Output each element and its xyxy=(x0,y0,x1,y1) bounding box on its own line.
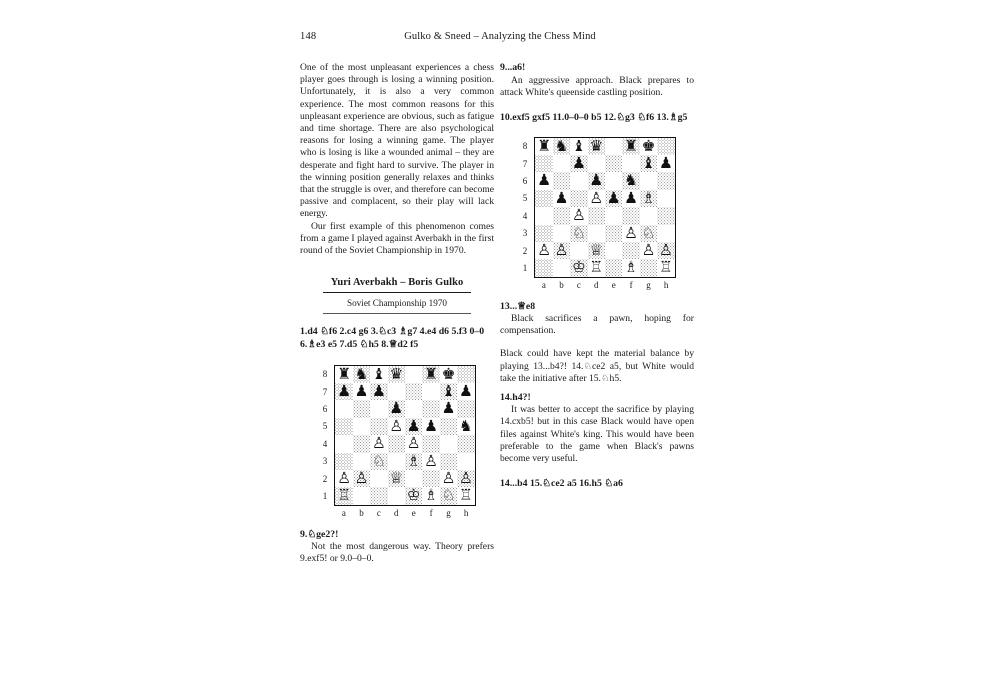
move-14-h4: 14.h4?! xyxy=(500,392,531,404)
paragraph-intro-1: One of the most unpleasant experiences a chess player goes through is losing a winning position. Unfortunately, it is also a very common experience. The most common reasons for this unpleasant experience are obvious, such as fatigue and time shortage. There are also psychological reasons for losing a winning game. The player who is losing is like a wounded animal – they are desperate and fight hard to survive. The player in the winning position generally relaxes and thinks that the struggle is over, and therefore can become passive and complacent, so their play will lack energy. xyxy=(300,62,494,220)
rank-label: 7 xyxy=(322,386,328,397)
square-g2 xyxy=(440,470,457,487)
square-f2 xyxy=(622,242,639,259)
file-label-c: c xyxy=(376,507,381,518)
rank-label: 5 xyxy=(322,421,328,432)
board-rank xyxy=(318,470,475,487)
square-e6 xyxy=(605,172,622,189)
square-a8 xyxy=(535,137,553,155)
left-column xyxy=(300,62,494,565)
piece-P: ♙ xyxy=(589,188,604,207)
piece-P: ♙ xyxy=(554,241,569,260)
square-a8 xyxy=(335,365,353,383)
opening-moves: 1.d4 ♘f6 2.c4 g6 3.♘c3 ♗g7 4.e4 d6 5.f3 0–0 6.♗e3 e5 7.d5 ♘h5 8.♕d2 f5 xyxy=(300,326,485,350)
square-f4 xyxy=(422,435,439,452)
square-c1 xyxy=(370,487,387,505)
square-a5 xyxy=(535,190,553,207)
rank-label: 8 xyxy=(322,368,328,379)
piece-p: ♟ xyxy=(372,381,386,400)
square-a1 xyxy=(535,259,553,277)
piece-p: ♟ xyxy=(606,188,621,207)
piece-P: ♙ xyxy=(389,416,404,435)
piece-q: ♛ xyxy=(389,364,404,383)
square-a2 xyxy=(535,242,553,259)
game-header xyxy=(300,277,494,313)
piece-p: ♟ xyxy=(458,381,473,400)
piece-R: ♖ xyxy=(589,258,604,277)
piece-B: ♗ xyxy=(641,188,656,207)
square-c7 xyxy=(370,383,387,400)
square-g8 xyxy=(640,137,657,155)
square-h5 xyxy=(457,418,475,435)
square-h4 xyxy=(657,207,675,224)
file-label-b: b xyxy=(359,507,364,518)
corner-spacer xyxy=(518,277,535,294)
square-c8 xyxy=(370,365,387,383)
file-label-g: g xyxy=(646,279,651,290)
piece-b: ♝ xyxy=(441,381,456,400)
square-a1 xyxy=(335,487,353,505)
square-e2 xyxy=(605,242,622,259)
square-f8 xyxy=(422,365,439,383)
piece-N: ♘ xyxy=(572,223,586,242)
square-b1 xyxy=(353,487,370,505)
piece-Q: ♕ xyxy=(589,241,604,260)
square-a7 xyxy=(335,383,353,400)
square-d8 xyxy=(388,365,405,383)
square-d4 xyxy=(388,435,405,452)
square-g4 xyxy=(440,435,457,452)
square-e5 xyxy=(605,190,622,207)
chess-board-2 xyxy=(518,137,675,294)
square-b4 xyxy=(353,435,370,452)
page-number: 148 xyxy=(300,31,317,42)
piece-P: ♙ xyxy=(458,468,473,487)
piece-P: ♙ xyxy=(572,206,586,225)
square-b5 xyxy=(353,418,370,435)
board-rank xyxy=(518,225,675,242)
board-rank xyxy=(518,242,675,259)
right-column xyxy=(500,62,694,491)
rank-label: 6 xyxy=(522,176,528,186)
file-label-a: a xyxy=(341,507,346,518)
square-d6 xyxy=(388,400,405,417)
square-g7 xyxy=(440,383,457,400)
chess-board-1 xyxy=(318,365,475,522)
rank-label: 8 xyxy=(522,140,528,151)
square-g1 xyxy=(640,259,657,277)
piece-p: ♟ xyxy=(624,188,638,207)
square-c4 xyxy=(570,207,587,224)
game-event: Soviet Championship 1970 xyxy=(346,297,448,308)
piece-r: ♜ xyxy=(337,364,352,383)
piece-b: ♝ xyxy=(572,136,586,155)
square-f6 xyxy=(422,400,439,417)
square-b8 xyxy=(353,365,370,383)
comment-material-balance: Black could have kept the material balance by playing 13...b4?! 14.♘ce2 a5, but White would take the initiative after 15.♘h5. xyxy=(500,348,694,384)
square-b6 xyxy=(353,400,370,417)
piece-R: ♖ xyxy=(337,486,352,505)
board-rank xyxy=(518,172,675,189)
rank-label: 3 xyxy=(522,228,528,239)
rank-label: 5 xyxy=(522,193,528,204)
piece-N: ♘ xyxy=(441,486,456,505)
square-g1 xyxy=(440,487,457,505)
piece-P: ♙ xyxy=(624,223,638,242)
comment-aggressive-approach: An aggressive approach. Black prepares to attack White's queenside castling position. xyxy=(500,74,694,98)
square-g6 xyxy=(640,172,657,189)
piece-B: ♗ xyxy=(424,486,438,505)
square-d1 xyxy=(588,259,605,277)
square-b4 xyxy=(553,207,570,224)
piece-k: ♚ xyxy=(641,136,656,155)
board-rank xyxy=(318,400,475,417)
piece-p: ♟ xyxy=(554,188,569,207)
rank-label: 7 xyxy=(522,158,528,169)
file-label-e: e xyxy=(411,507,416,518)
piece-r: ♜ xyxy=(624,136,638,155)
rank-label: 6 xyxy=(322,403,328,414)
piece-q: ♛ xyxy=(589,136,604,155)
file-label-c: c xyxy=(576,279,581,290)
square-f8 xyxy=(622,137,639,155)
square-f3 xyxy=(622,225,639,242)
rank-label: 1 xyxy=(322,491,328,502)
square-d1 xyxy=(388,487,405,505)
square-a4 xyxy=(535,207,553,224)
square-a6 xyxy=(335,400,353,417)
square-e7 xyxy=(605,155,622,172)
piece-P: ♙ xyxy=(337,468,352,487)
board-rank xyxy=(518,207,675,224)
square-h2 xyxy=(457,470,475,487)
piece-B: ♗ xyxy=(406,451,421,470)
square-g5 xyxy=(440,418,457,435)
board-rank xyxy=(518,137,675,155)
piece-P: ♙ xyxy=(658,241,673,260)
piece-n: ♞ xyxy=(624,171,638,190)
piece-P: ♙ xyxy=(537,241,552,260)
paragraph-intro-2: Our first example of this phenomenon comes from a game I played against Averbakh in the first round of the Soviet Championship in 1970. xyxy=(300,220,494,257)
square-a7 xyxy=(535,155,553,172)
rank-label: 2 xyxy=(322,473,328,484)
piece-B: ♗ xyxy=(624,258,638,277)
piece-b: ♝ xyxy=(641,154,656,172)
piece-k: ♚ xyxy=(441,364,456,383)
square-h2 xyxy=(657,242,675,259)
comment-better-to-accept: It was better to accept the sacrifice by playing 14.cxb5! but in this case Black would have open files against White's king. This would have been preferable to the game when Black's pawns become very useful. xyxy=(500,404,694,465)
board-rank xyxy=(318,453,475,470)
square-d3 xyxy=(588,225,605,242)
game-event-rule xyxy=(323,313,471,314)
moves-14-to-16: 14...b4 15.♘ce2 a5 16.h5 ♘a6 xyxy=(500,478,623,490)
board-rank xyxy=(318,383,475,400)
file-label-f: f xyxy=(429,507,433,518)
square-d3 xyxy=(388,453,405,470)
piece-n: ♞ xyxy=(458,416,473,435)
piece-K: ♔ xyxy=(572,258,586,277)
square-e8 xyxy=(605,137,622,155)
square-c3 xyxy=(570,225,587,242)
square-h6 xyxy=(457,400,475,417)
piece-r: ♜ xyxy=(424,364,438,383)
square-c1 xyxy=(570,259,587,277)
square-h4 xyxy=(457,435,475,452)
square-h5 xyxy=(657,190,675,207)
piece-N: ♘ xyxy=(641,223,656,242)
piece-Q: ♕ xyxy=(389,468,404,487)
square-b2 xyxy=(353,470,370,487)
square-d7 xyxy=(388,383,405,400)
square-f5 xyxy=(422,418,439,435)
board-rank xyxy=(318,435,475,452)
square-d6 xyxy=(588,172,605,189)
square-c6 xyxy=(570,172,587,189)
square-b1 xyxy=(553,259,570,277)
square-c4 xyxy=(370,435,387,452)
file-label-e: e xyxy=(611,279,616,290)
square-e3 xyxy=(605,225,622,242)
moves-10-to-13: 10.exf5 gxf5 11.0–0–0 b5 12.♘g3 ♘f6 13.♗g5 xyxy=(500,112,688,123)
square-e4 xyxy=(605,207,622,224)
board-rank xyxy=(518,155,675,172)
chess-diagram-2 xyxy=(515,137,679,294)
piece-P: ♙ xyxy=(406,434,421,453)
square-e7 xyxy=(405,383,422,400)
square-e1 xyxy=(405,487,422,505)
square-b6 xyxy=(553,172,570,189)
file-label-d: d xyxy=(594,279,599,290)
square-h7 xyxy=(657,155,675,172)
square-g6 xyxy=(440,400,457,417)
square-c8 xyxy=(570,137,587,155)
piece-P: ♙ xyxy=(641,241,656,260)
corner-spacer xyxy=(318,505,335,522)
file-label-row xyxy=(518,277,675,294)
square-e2 xyxy=(405,470,422,487)
square-h6 xyxy=(657,172,675,189)
square-g7 xyxy=(640,155,657,172)
square-g3 xyxy=(640,225,657,242)
board-rank xyxy=(318,418,475,435)
square-h1 xyxy=(457,487,475,505)
square-f6 xyxy=(622,172,639,189)
rank-label: 2 xyxy=(522,245,528,256)
square-g4 xyxy=(640,207,657,224)
game-players: Yuri Averbakh – Boris Gulko xyxy=(330,277,464,289)
square-d2 xyxy=(388,470,405,487)
square-h3 xyxy=(657,225,675,242)
rank-label: 4 xyxy=(322,438,328,449)
rank-label: 4 xyxy=(522,210,528,221)
chess-diagram-1 xyxy=(315,365,479,522)
square-d8 xyxy=(588,137,605,155)
square-d7 xyxy=(588,155,605,172)
piece-P: ♙ xyxy=(354,468,369,487)
game-header-rule xyxy=(323,292,471,293)
move-9-ge2: 9.♘ge2?! xyxy=(300,528,339,540)
file-label-f: f xyxy=(629,279,633,290)
square-h8 xyxy=(457,365,475,383)
board-rank xyxy=(318,487,475,505)
square-a4 xyxy=(335,435,353,452)
square-e3 xyxy=(405,453,422,470)
piece-p: ♟ xyxy=(406,416,421,435)
square-c2 xyxy=(370,470,387,487)
file-label-row xyxy=(318,505,475,522)
square-f1 xyxy=(622,259,639,277)
square-d5 xyxy=(588,190,605,207)
piece-P: ♙ xyxy=(441,468,456,487)
square-d2 xyxy=(588,242,605,259)
square-a5 xyxy=(335,418,353,435)
rank-label: 3 xyxy=(322,456,328,467)
square-b2 xyxy=(553,242,570,259)
square-h3 xyxy=(457,453,475,470)
square-b7 xyxy=(353,383,370,400)
square-c6 xyxy=(370,400,387,417)
square-c5 xyxy=(570,190,587,207)
piece-p: ♟ xyxy=(537,171,552,190)
square-b7 xyxy=(553,155,570,172)
file-label-h: h xyxy=(663,279,669,290)
square-b5 xyxy=(553,190,570,207)
file-label-a: a xyxy=(541,279,546,290)
piece-R: ♖ xyxy=(458,486,473,505)
comment-sacrifice: Black sacrifices a pawn, hoping for compensation. xyxy=(500,313,694,337)
comment-after-move-9: Not the most dangerous way. Theory prefers 9.exf5! or 9.0–0–0. xyxy=(300,540,494,565)
piece-n: ♞ xyxy=(554,136,569,155)
move-9-a6: 9...a6! xyxy=(500,62,526,73)
piece-b: ♝ xyxy=(372,364,386,383)
piece-r: ♜ xyxy=(537,136,552,155)
piece-P: ♙ xyxy=(424,451,438,470)
square-e8 xyxy=(405,365,422,383)
square-b8 xyxy=(553,137,570,155)
rank-label: 1 xyxy=(522,263,528,274)
piece-N: ♘ xyxy=(372,451,386,470)
piece-p: ♟ xyxy=(424,416,438,435)
square-g8 xyxy=(440,365,457,383)
piece-p: ♟ xyxy=(441,399,456,418)
file-label-g: g xyxy=(446,507,451,518)
square-d4 xyxy=(588,207,605,224)
square-h7 xyxy=(457,383,475,400)
square-f1 xyxy=(422,487,439,505)
piece-p: ♟ xyxy=(658,154,673,172)
file-label-b: b xyxy=(559,279,564,290)
square-c7 xyxy=(570,155,587,172)
square-b3 xyxy=(553,225,570,242)
board-rank xyxy=(318,365,475,383)
book-title: Gulko & Sneed – Analyzing the Chess Mind xyxy=(404,31,596,42)
piece-p: ♟ xyxy=(572,154,586,172)
move-13-qe8: 13...♕e8 xyxy=(500,300,536,312)
file-label-h: h xyxy=(463,507,469,518)
square-e1 xyxy=(605,259,622,277)
square-g5 xyxy=(640,190,657,207)
running-head xyxy=(300,31,700,47)
piece-p: ♟ xyxy=(389,399,404,418)
square-f7 xyxy=(422,383,439,400)
square-c2 xyxy=(570,242,587,259)
piece-p: ♟ xyxy=(354,381,369,400)
board-rank xyxy=(518,259,675,277)
square-e4 xyxy=(405,435,422,452)
square-a2 xyxy=(335,470,353,487)
square-g2 xyxy=(640,242,657,259)
square-c3 xyxy=(370,453,387,470)
square-g3 xyxy=(440,453,457,470)
square-a3 xyxy=(335,453,353,470)
piece-n: ♞ xyxy=(354,364,369,383)
piece-p: ♟ xyxy=(337,381,352,400)
square-a6 xyxy=(535,172,553,189)
square-d5 xyxy=(388,418,405,435)
square-b3 xyxy=(353,453,370,470)
board-rank xyxy=(518,190,675,207)
file-label-d: d xyxy=(394,507,399,518)
square-a3 xyxy=(535,225,553,242)
square-e5 xyxy=(405,418,422,435)
square-f2 xyxy=(422,470,439,487)
piece-R: ♖ xyxy=(658,258,673,277)
piece-p: ♟ xyxy=(589,171,604,190)
piece-P: ♙ xyxy=(372,434,386,453)
square-c5 xyxy=(370,418,387,435)
square-e6 xyxy=(405,400,422,417)
square-h1 xyxy=(657,259,675,277)
square-f4 xyxy=(622,207,639,224)
square-f7 xyxy=(622,155,639,172)
square-h8 xyxy=(657,137,675,155)
square-f5 xyxy=(622,190,639,207)
square-f3 xyxy=(422,453,439,470)
piece-K: ♔ xyxy=(406,486,421,505)
